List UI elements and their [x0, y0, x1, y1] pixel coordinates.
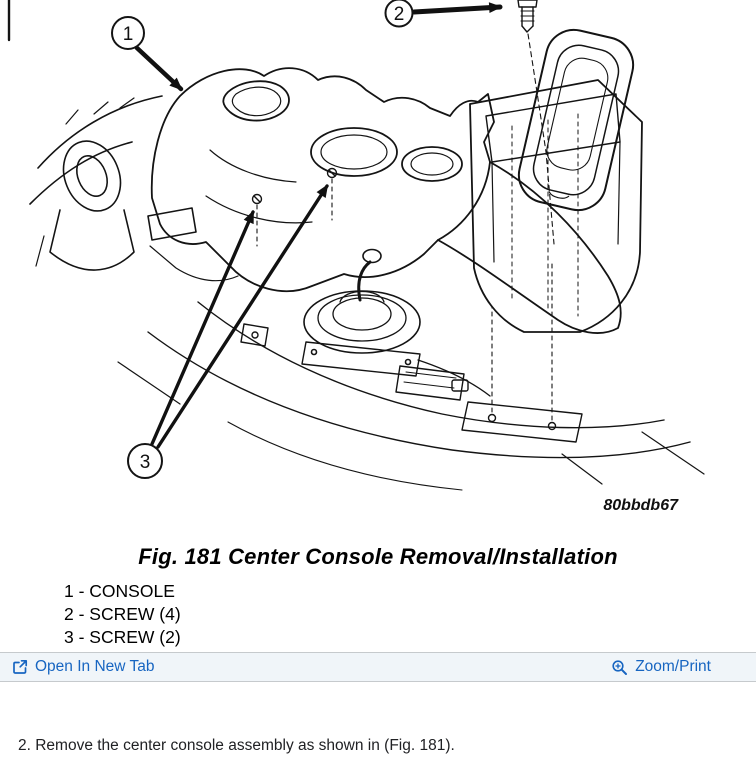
- open-in-new-tab-link[interactable]: [12, 658, 154, 676]
- drawing-code: 80bbdb67: [603, 497, 678, 514]
- callout-3-label: 3: [139, 452, 151, 473]
- legend-item-screw-4: 2 - SCREW (4): [64, 604, 181, 624]
- screw-part: [518, 0, 554, 244]
- zoom-print-link[interactable]: [611, 658, 711, 676]
- open-in-new-tab-label: Open In New Tab: [35, 658, 155, 675]
- figure-legend: [0, 580, 756, 649]
- figure-toolbar: [0, 652, 756, 682]
- open-in-new-icon: [12, 659, 28, 675]
- arrow-to-screw-left: [152, 212, 253, 444]
- callout-1-label: 1: [122, 24, 134, 45]
- instrument-panel-lines: [30, 96, 238, 281]
- legend-item-screw-2: 3 - SCREW (2): [64, 627, 181, 647]
- zoom-print-label: Zoom/Print: [635, 658, 711, 675]
- shifter-module: [396, 366, 468, 400]
- figure-caption: Fig. 181 Center Console Removal/Installation: [138, 544, 618, 569]
- arrow-to-console: [137, 48, 181, 89]
- zoom-icon: [611, 659, 628, 676]
- console-lid: [513, 24, 638, 215]
- step-text: 2. Remove the center console assembly as shown in (Fig. 181).: [18, 737, 455, 754]
- callout-2-label: 2: [393, 4, 405, 25]
- callout-arrows: [137, 7, 500, 447]
- arrow-to-screw: [414, 7, 500, 12]
- legend-item-console: 1 - CONSOLE: [64, 581, 175, 601]
- arrow-to-screw-right: [158, 186, 327, 447]
